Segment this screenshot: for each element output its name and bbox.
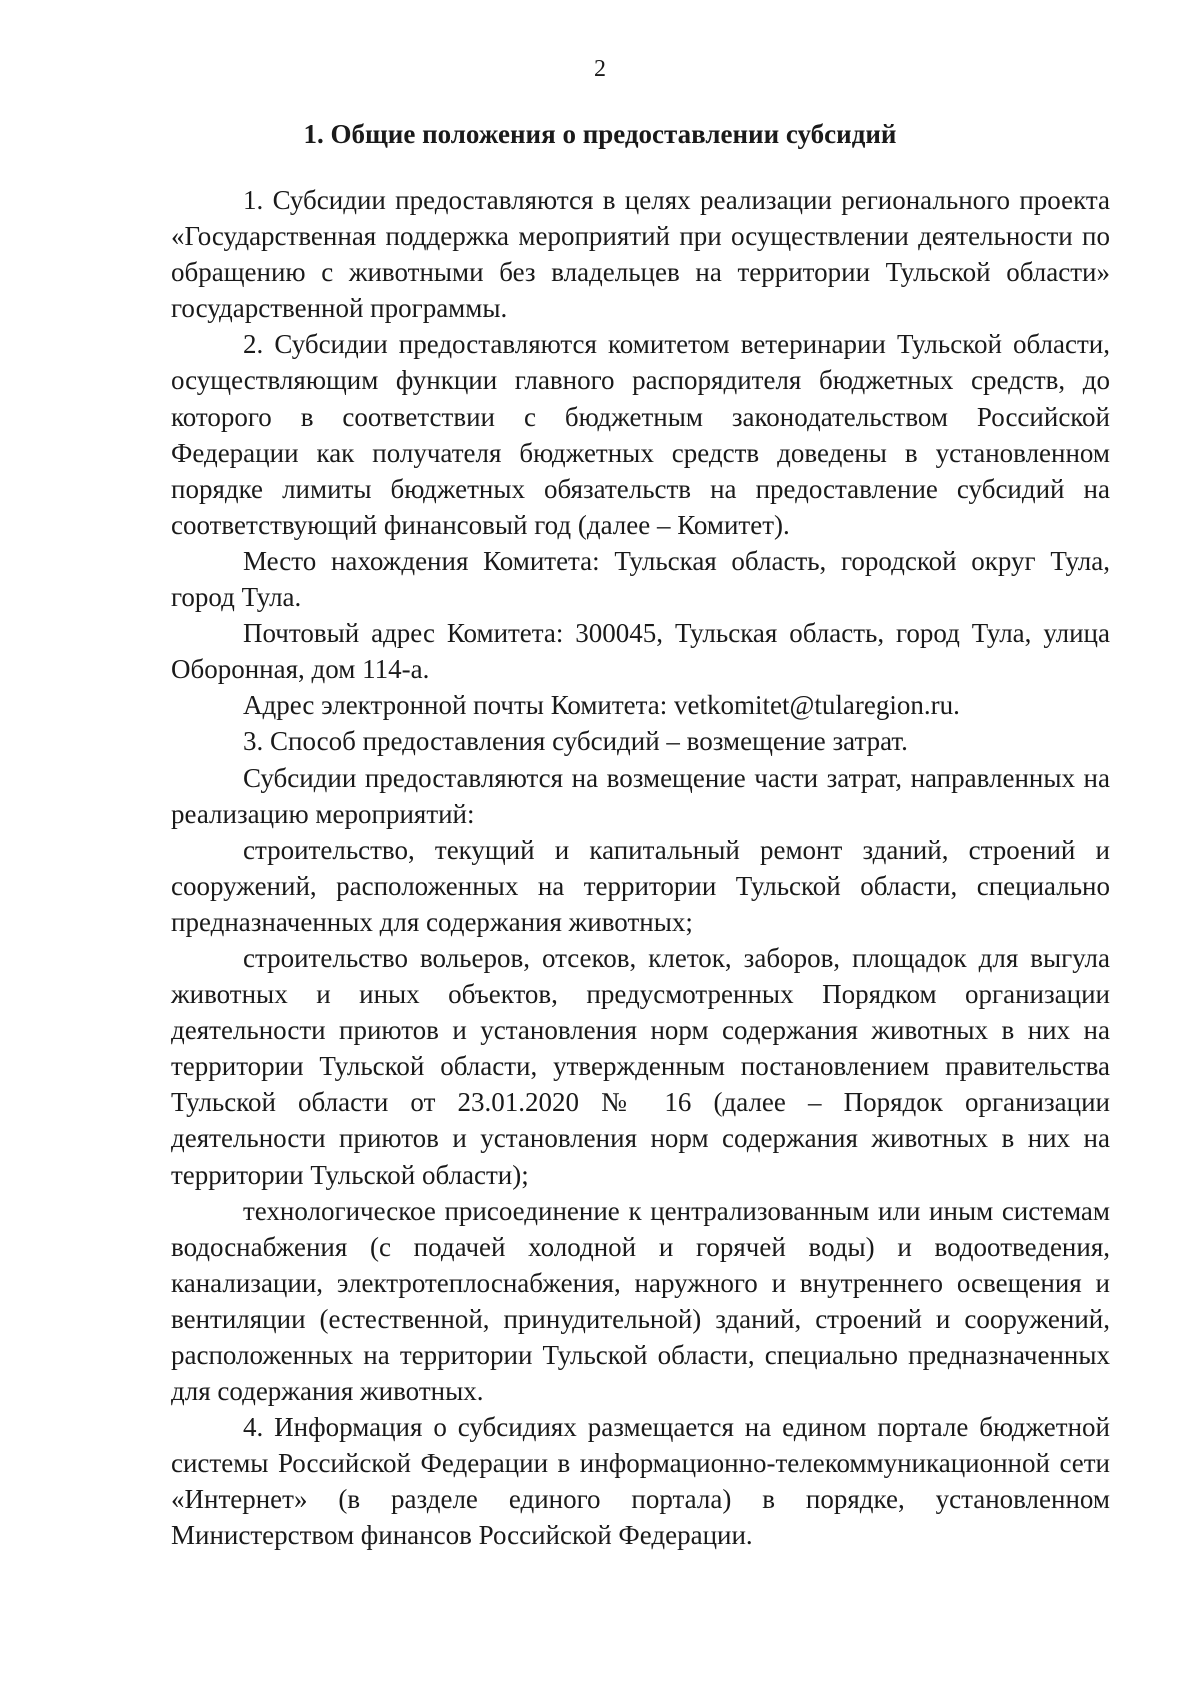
paragraph-utility-connection: технологическое присоединение к централизованным или иным системам водоснабжения (с подачей холодной и горячей воды) и водоотведения, канализации, электротеплоснабжения, наружного и внутреннего освещения и вентиляции (естественной, принудительной) зданий, строений и сооружений, расположенных на территории Тульской области, специально предназначенных для содержания животных. (171, 1195, 1110, 1407)
paragraph-subsidy-purposes-intro: Субсидии предоставляются на возмещение части затрат, направленных на реализацию мероприятий: (171, 762, 1110, 829)
paragraph-enclosures-construction: строительство вольеров, отсеков, клеток, заборов, площадок для выгула животных и иных объектов, предусмотренных Порядком организации деятельности приютов и установления норм содержания животных в них на территории Тульской области, утвержденным постановлением правительства Тульской области от 23.01.2020 № 16 (далее – Порядок организации деятельности приютов и установления норм содержания животных в них на территории Тульской области); (171, 942, 1110, 1190)
paragraph-3-subsidy-method: 3. Способ предоставления субсидий – возмещение затрат. (243, 726, 908, 757)
paragraph-committee-email: Адрес электронной почты Комитета: vetkomitet@tularegion.ru. (243, 690, 960, 721)
section-heading: 1. Общие положения о предоставлении субсидий (303, 119, 897, 149)
paragraph-construction-repair: строительство, текущий и капитальный ремонт зданий, строений и сооружений, расположенных на территории Тульской области, специально предназначенных для содержания животных; (171, 834, 1110, 937)
paragraph-committee-location: Место нахождения Комитета: Тульская область, городской округ Тула, город Тула. (171, 545, 1110, 613)
paragraph-4-subsidy-information: 4. Информация о субсидиях размещается на едином портале бюджетной системы Российской Федерации в информационно-телекоммуникационной сети «Интернет» (в разделе единого портала) в порядке, установленном Министерством финансов Российской Федерации. (171, 1412, 1110, 1551)
document-body (171, 182, 1110, 1554)
paragraph-1-subsidy-purpose: 1. Субсидии предоставляются в целях реализации регионального проекта «Государственная поддержка мероприятий при осуществлении деятельности по обращению с животными без владельцев на территории Тульской области» государственной программы. (171, 185, 1110, 324)
page-number: 2 (594, 56, 606, 82)
paragraph-2-subsidy-provider: 2. Субсидии предоставляются комитетом ветеринарии Тульской области, осуществляющим функции главного распорядителя бюджетных средств, до которого в соответствии с бюджетным законодательством Российской Федерации как получателя бюджетных средств доведены в установленном порядке лимиты бюджетных обязательств на предоставление субсидий на соответствующий финансовый год (далее – Комитет). (171, 329, 1110, 540)
paragraph-committee-postal-address: Почтовый адрес Комитета: 300045, Тульская область, город Тула, улица Оборонная, дом 114-а. (171, 618, 1110, 685)
